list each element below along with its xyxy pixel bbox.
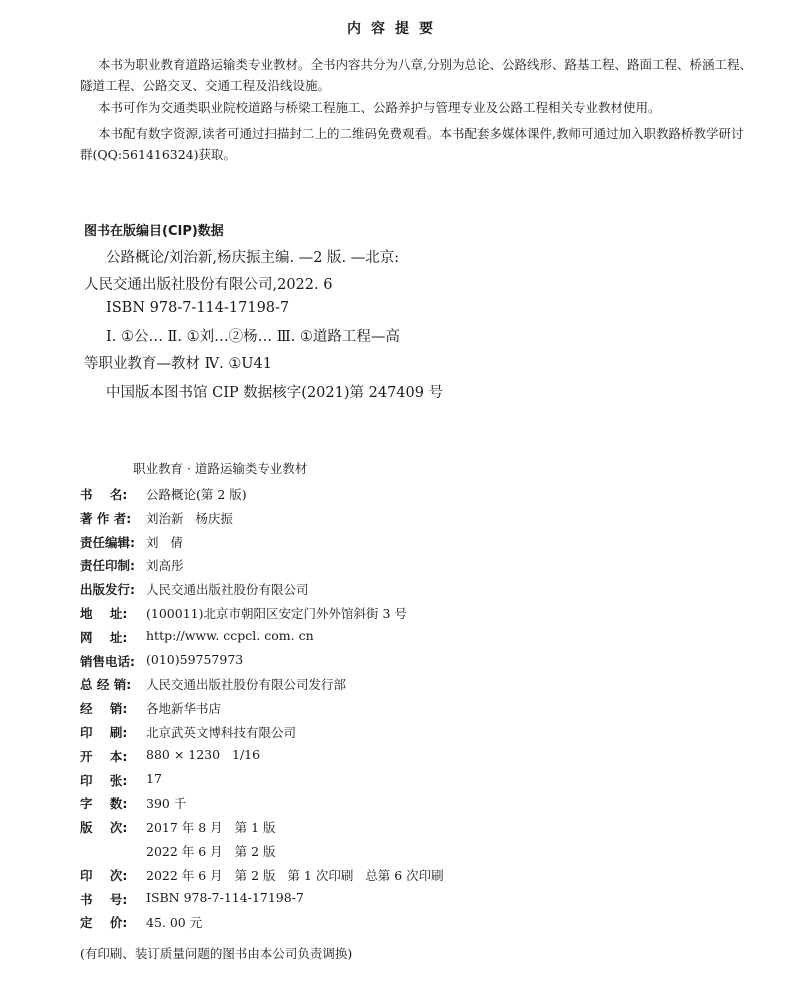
colophon-label: 书 名:	[80, 487, 128, 502]
cip-line-1: 公路概论/刘治新,杨庆振主编. —2 版. —北京:	[106, 250, 400, 266]
colophon-value: 人民交通出版社股份有限公司	[146, 582, 309, 597]
colophon-label: 著 作 者:	[80, 511, 132, 526]
colophon-label: 经 销:	[80, 701, 128, 716]
summary-paragraph-3: 本书配有数字资源,读者可通过扫描封二上的二维码免费观看。本书配套多媒体课件,教师可通过加入职教路桥教学研讨群(QQ:561416324)获取。	[80, 126, 744, 162]
summary-title: 内容提要	[347, 21, 443, 37]
colophon-label: 开 本:	[80, 749, 128, 764]
colophon-label: 责任编辑:	[80, 535, 135, 550]
colophon-value: (100011)北京市朝阳区安定门外外馆斜街 3 号	[146, 606, 407, 621]
series-name: 职业教育 · 道路运输类专业教材	[133, 461, 308, 476]
colophon-label: 印 次:	[80, 868, 128, 883]
cip-classification-1: Ⅰ. ①公… Ⅱ. ①刘…②杨… Ⅲ. ①道路工程—高	[106, 329, 400, 345]
colophon-value: ISBN 978-7-114-17198-7	[146, 890, 304, 905]
colophon-label: 字 数:	[80, 796, 128, 811]
colophon-label: 出版发行:	[80, 582, 135, 597]
colophon-label: 版 次:	[80, 820, 128, 835]
colophon-value: 刘治新 杨庆振	[146, 511, 233, 526]
colophon-value: 2022 年 6 月 第 2 版	[146, 844, 276, 859]
summary-paragraph-1: 本书为职业教育道路运输类专业教材。全书内容共分为八章,分别为总论、公路线形、路基工程、路面工程、桥涵工程、隧道工程、公路交叉、交通工程及沿线设施。	[80, 57, 752, 93]
colophon-label: 定 价:	[80, 915, 128, 930]
colophon-label: 网 址:	[80, 630, 128, 645]
colophon-value: 2022 年 6 月 第 2 版 第 1 次印刷 总第 6 次印刷	[146, 868, 444, 883]
colophon-value: 17	[146, 771, 162, 786]
colophon-value: 刘高彤	[146, 558, 184, 573]
colophon-label: 地 址:	[80, 606, 128, 621]
colophon-value: 2017 年 8 月 第 1 版	[146, 820, 276, 835]
quality-note: (有印刷、装订质量问题的图书由本公司负责调换)	[80, 946, 353, 961]
colophon-value: 各地新华书店	[146, 701, 222, 716]
colophon-value: 人民交通出版社股份有限公司发行部	[146, 677, 347, 692]
cip-heading: 图书在版编目(CIP)数据	[84, 224, 224, 239]
cip-line-2: 人民交通出版社股份有限公司,2022. 6	[84, 277, 333, 293]
colophon-value: 390 千	[146, 796, 187, 811]
colophon-value: http://www. ccpcl. com. cn	[146, 628, 314, 643]
colophon-label: 总 经 销:	[80, 677, 132, 692]
colophon-value: 880 × 1230 1/16	[146, 747, 261, 762]
colophon-label: 印 张:	[80, 773, 128, 788]
colophon-value: (010)59757973	[146, 652, 244, 667]
colophon-label: 销售电话:	[80, 654, 135, 669]
colophon-value: 公路概论(第 2 版)	[146, 487, 247, 502]
colophon-label: 责任印制:	[80, 558, 135, 573]
cip-classification-2: 等职业教育—教材 Ⅳ. ①U41	[84, 356, 272, 372]
colophon-value: 刘 倩	[146, 535, 183, 550]
cip-record-number: 中国版本图书馆 CIP 数据核字(2021)第 247409 号	[106, 385, 444, 401]
colophon-label: 书 号:	[80, 892, 128, 907]
colophon-value: 45. 00 元	[146, 915, 203, 930]
cip-isbn: ISBN 978-7-114-17198-7	[106, 300, 290, 316]
colophon-label: 印 刷:	[80, 725, 128, 740]
colophon-value: 北京武英文博科技有限公司	[146, 725, 297, 740]
summary-paragraph-2: 本书可作为交通类职业院校道路与桥梁工程施工、公路养护与管理专业及公路工程相关专业教材使用。	[98, 100, 661, 115]
